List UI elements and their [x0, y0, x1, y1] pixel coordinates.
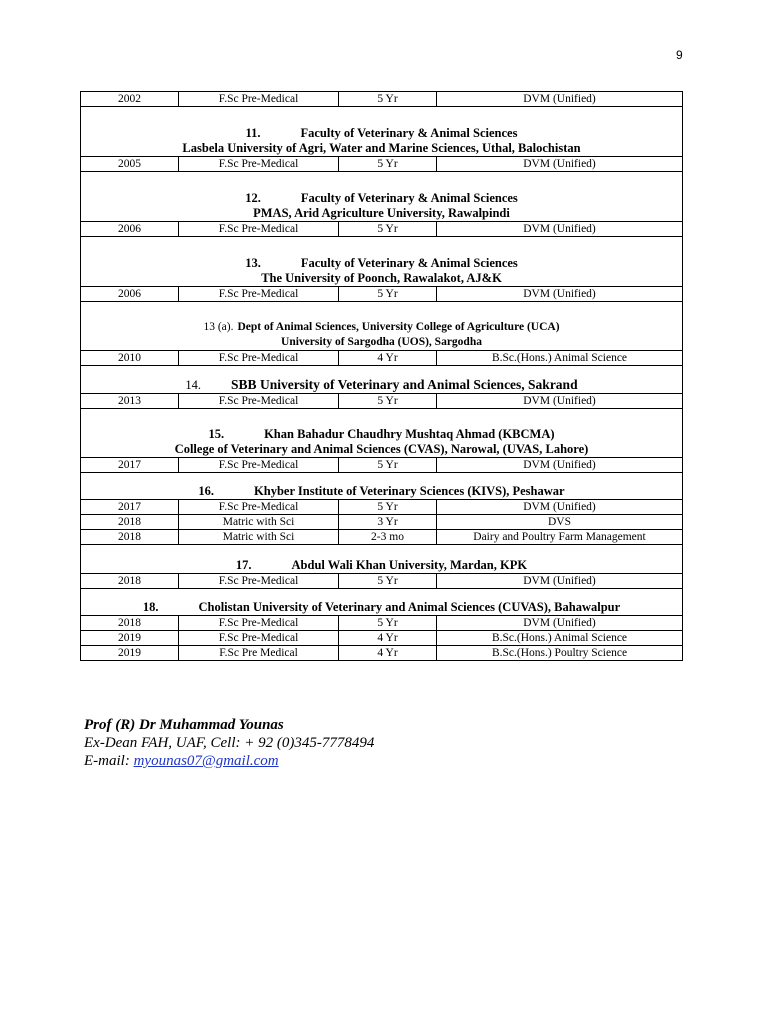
- section-title: Cholistan University of Veterinary and Animal Sciences (CUVAS), Bahawalpur: [198, 600, 621, 614]
- table-row: [81, 287, 683, 302]
- qualification-cell: F.Sc Pre-Medical: [179, 351, 339, 366]
- qualification-cell: F.Sc Pre-Medical: [179, 631, 339, 646]
- table-row: [81, 616, 683, 631]
- year-cell: 2019: [81, 646, 179, 661]
- section-title: Dept of Animal Sciences, University College of Agriculture (UCA): [237, 321, 560, 333]
- section-title: SBB University of Veterinary and Animal Sciences, Sakrand: [231, 377, 578, 392]
- qualification-cell: F.Sc Pre-Medical: [179, 574, 339, 589]
- section-header-row: [81, 302, 683, 351]
- qualification-cell: Matric with Sci: [179, 530, 339, 545]
- section-header: [81, 237, 683, 287]
- table-row: [81, 394, 683, 409]
- section-header: [81, 409, 683, 458]
- email-label: E-mail:: [84, 753, 134, 769]
- duration-cell: 5 Yr: [339, 157, 437, 172]
- degree-cell: DVM (Unified): [437, 574, 683, 589]
- degree-cell: DVM (Unified): [437, 394, 683, 409]
- section-title-line: [81, 191, 682, 206]
- section-title-line: [81, 558, 682, 573]
- section-subtitle: Lasbela University of Agri, Water and Marine Sciences, Uthal, Balochistan: [182, 141, 581, 155]
- section-title-line: [81, 427, 682, 442]
- programs-table: [80, 91, 683, 661]
- duration-cell: 4 Yr: [339, 631, 437, 646]
- degree-cell: DVM (Unified): [437, 500, 683, 515]
- section-number: 15.: [208, 427, 225, 441]
- degree-cell: DVM (Unified): [437, 287, 683, 302]
- table-row: [81, 222, 683, 237]
- section-number: 18.: [142, 600, 159, 614]
- section-title-line: [81, 600, 682, 615]
- year-cell: 2019: [81, 631, 179, 646]
- year-cell: 2002: [81, 92, 179, 107]
- section-title-line: [81, 126, 682, 141]
- section-subtitle: College of Veterinary and Animal Sciences (CVAS), Narowal, (UVAS, Lahore): [174, 442, 589, 456]
- table-row: [81, 631, 683, 646]
- table-row: [81, 351, 683, 366]
- email-link[interactable]: myounas07@gmail.com: [133, 753, 279, 769]
- duration-cell: 5 Yr: [339, 92, 437, 107]
- section-number: 12.: [245, 191, 261, 205]
- section-number: 17.: [235, 558, 252, 572]
- qualification-cell: F.Sc Pre-Medical: [179, 458, 339, 473]
- table-row: [81, 530, 683, 545]
- table-row: [81, 500, 683, 515]
- degree-cell: DVM (Unified): [437, 222, 683, 237]
- duration-cell: 5 Yr: [339, 458, 437, 473]
- section-header-row: [81, 473, 683, 500]
- section-subtitle: University of Sargodha (UOS), Sargodha: [281, 336, 482, 348]
- section-header: [81, 366, 683, 394]
- table-row: [81, 574, 683, 589]
- section-header: [81, 302, 683, 351]
- duration-cell: 5 Yr: [339, 394, 437, 409]
- signatory-details: Ex-Dean FAH, UAF, Cell: + 92 (0)345-7778494: [84, 735, 375, 751]
- degree-cell: DVM (Unified): [437, 458, 683, 473]
- year-cell: 2018: [81, 574, 179, 589]
- table-row: [81, 646, 683, 661]
- section-title: Faculty of Veterinary & Animal Sciences: [300, 256, 518, 270]
- section-title-line: [81, 256, 682, 271]
- section-header-row: [81, 366, 683, 394]
- section-header: [81, 473, 683, 500]
- degree-cell: B.Sc.(Hons.) Animal Science: [437, 351, 683, 366]
- qualification-cell: Matric with Sci: [179, 515, 339, 530]
- section-title: Khyber Institute of Veterinary Sciences (KIVS), Peshawar: [254, 484, 565, 498]
- duration-cell: 4 Yr: [339, 646, 437, 661]
- qualification-cell: F.Sc Pre-Medical: [179, 92, 339, 107]
- degree-cell: DVM (Unified): [437, 157, 683, 172]
- degree-cell: DVS: [437, 515, 683, 530]
- year-cell: 2005: [81, 157, 179, 172]
- section-title-line: [81, 484, 682, 499]
- signature-block: [84, 716, 374, 770]
- degree-cell: B.Sc.(Hons.) Animal Science: [437, 631, 683, 646]
- section-header: [81, 589, 683, 616]
- section-header-row: [81, 409, 683, 458]
- section-header-row: [81, 237, 683, 287]
- section-title: Abdul Wali Khan University, Mardan, KPK: [291, 558, 528, 572]
- section-header-row: [81, 545, 683, 574]
- duration-cell: 5 Yr: [339, 287, 437, 302]
- section-title: Khan Bahadur Chaudhry Mushtaq Ahmad (KBCMA): [264, 427, 555, 441]
- email-line: [84, 752, 374, 770]
- year-cell: 2006: [81, 222, 179, 237]
- qualification-cell: F.Sc Pre-Medical: [179, 287, 339, 302]
- table-row: [81, 515, 683, 530]
- table-row: [81, 92, 683, 107]
- section-header-row: [81, 172, 683, 222]
- qualification-cell: F.Sc Pre Medical: [179, 646, 339, 661]
- duration-cell: 2-3 mo: [339, 530, 437, 545]
- qualification-cell: F.Sc Pre-Medical: [179, 222, 339, 237]
- duration-cell: 5 Yr: [339, 222, 437, 237]
- degree-cell: B.Sc.(Hons.) Poultry Science: [437, 646, 683, 661]
- year-cell: 2017: [81, 500, 179, 515]
- qualification-cell: F.Sc Pre-Medical: [179, 500, 339, 515]
- duration-cell: 5 Yr: [339, 574, 437, 589]
- year-cell: 2018: [81, 530, 179, 545]
- year-cell: 2018: [81, 616, 179, 631]
- section-subtitle: PMAS, Arid Agriculture University, Rawalpindi: [253, 206, 510, 220]
- duration-cell: 3 Yr: [339, 515, 437, 530]
- section-header-row: [81, 107, 683, 157]
- section-number: 16.: [198, 484, 215, 498]
- section-title-line: [81, 320, 682, 335]
- table-row: [81, 458, 683, 473]
- section-header: [81, 172, 683, 222]
- degree-cell: DVM (Unified): [437, 616, 683, 631]
- year-cell: 2010: [81, 351, 179, 366]
- section-subtitle: The University of Poonch, Rawalakot, AJ&K: [261, 271, 502, 285]
- section-number: 14.: [185, 378, 202, 392]
- table-row: [81, 157, 683, 172]
- year-cell: 2018: [81, 515, 179, 530]
- degree-cell: DVM (Unified): [437, 92, 683, 107]
- duration-cell: 4 Yr: [339, 351, 437, 366]
- degree-cell: Dairy and Poultry Farm Management: [437, 530, 683, 545]
- section-number: 11.: [245, 126, 261, 140]
- signatory-name: Prof (R) Dr Muhammad Younas: [84, 717, 284, 733]
- section-title-line: [81, 377, 682, 393]
- qualification-cell: F.Sc Pre-Medical: [179, 157, 339, 172]
- section-number: 13.: [245, 256, 261, 270]
- qualification-cell: F.Sc Pre-Medical: [179, 616, 339, 631]
- duration-cell: 5 Yr: [339, 616, 437, 631]
- section-header: [81, 107, 683, 157]
- page-number: 9: [676, 48, 683, 62]
- year-cell: 2013: [81, 394, 179, 409]
- section-title: Faculty of Veterinary & Animal Sciences: [300, 191, 518, 205]
- section-title: Faculty of Veterinary & Animal Sciences: [300, 126, 518, 140]
- section-header: [81, 545, 683, 574]
- year-cell: 2006: [81, 287, 179, 302]
- duration-cell: 5 Yr: [339, 500, 437, 515]
- section-number: 13 (a).: [203, 321, 234, 333]
- qualification-cell: F.Sc Pre-Medical: [179, 394, 339, 409]
- section-header-row: [81, 589, 683, 616]
- year-cell: 2017: [81, 458, 179, 473]
